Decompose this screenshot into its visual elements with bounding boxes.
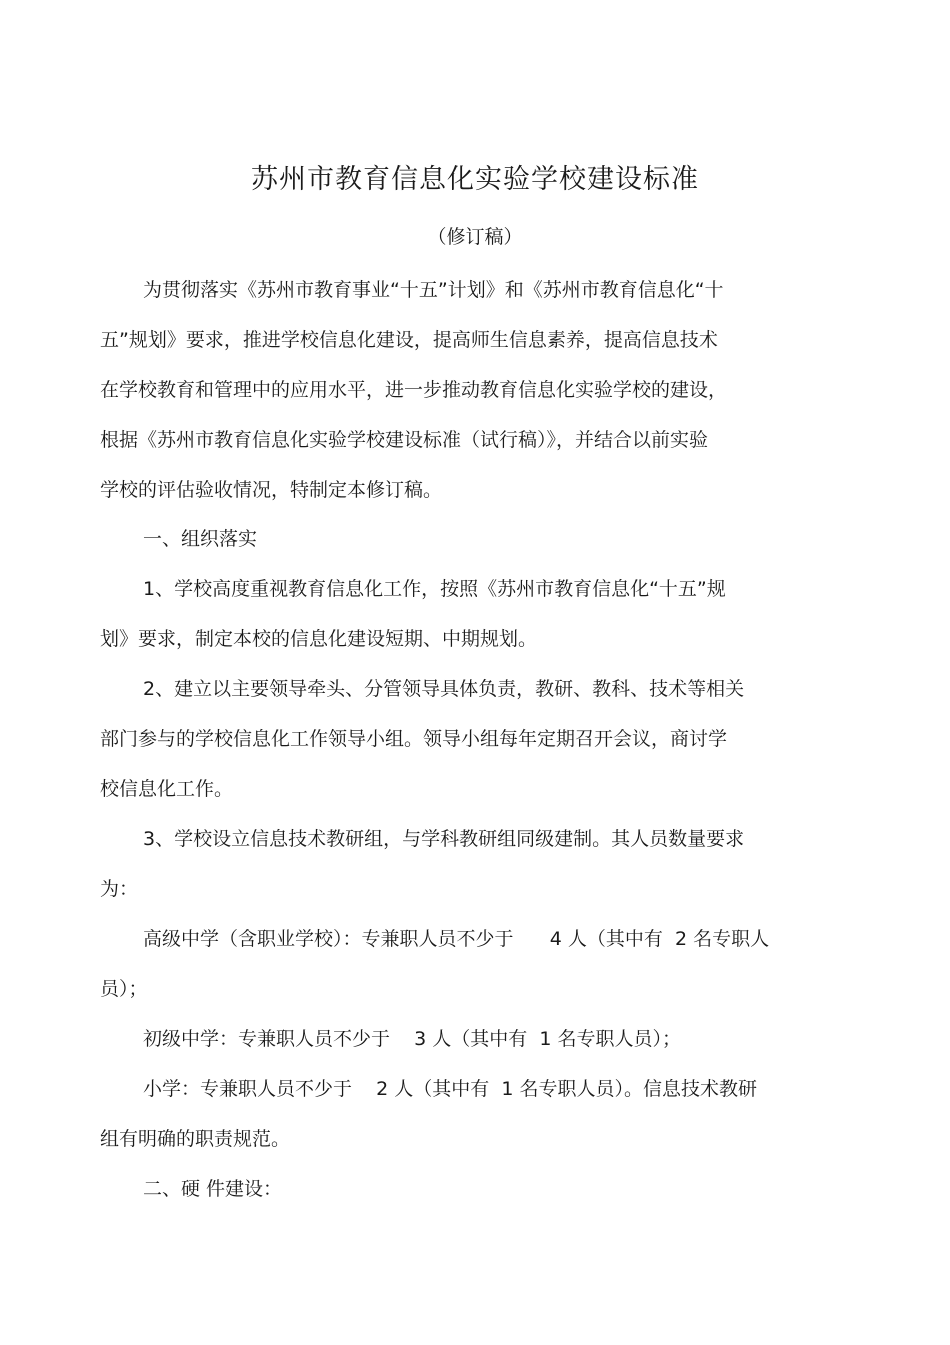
paragraph-line: 员）； [100,978,148,1000]
paragraph-line: 组有明确的职责规范。 [100,1128,291,1150]
document-title: 苏州市教育信息化实验学校建设标准 [251,164,699,195]
paragraph-line: 部门参与的学校信息化工作领导小组。领导小组每年定期召开会议，商讨学 [100,728,728,750]
paragraph-line: 在学校教育和管理中的应用水平，进一步推动教育信息化实验学校的建设， [100,379,728,401]
paragraph-line: 为贯彻落实《苏州市教育事业“十五”计划》和《苏州市教育信息化“十 [143,279,724,301]
section-heading: 一、组织落实 [143,528,258,550]
paragraph-line: 学校的评估验收情况，特制定本修订稿。 [100,479,443,501]
document-subtitle: （修订稿） [427,226,523,248]
paragraph-line: 2、建立以主要领导牵头、分管领导具体负责，教研、教科、技术等相关 [143,678,745,700]
paragraph-line: 小学：专兼职人员不少于 2 人（其中有 1 名专职人员）。信息技术教研 [143,1078,757,1100]
paragraph-line: 校信息化工作。 [100,778,234,800]
paragraph-line: 为： [100,878,139,900]
paragraph-line: 高级中学（含职业学校）：专兼职人员不少于 4 人（其中有 2 名专职人 [143,928,770,950]
paragraph-line: 初级中学：专兼职人员不少于 3 人（其中有 1 名专职人员）； [143,1028,681,1050]
paragraph-line: 根据《苏州市教育信息化实验学校建设标准（试行稿）》，并结合以前实验 [100,429,709,451]
paragraph-line: 五”规划》要求，推进学校信息化建设，提高师生信息素养，提高信息技术 [100,329,718,351]
section-heading: 二、硬 件建设： [143,1178,283,1200]
paragraph-line: 1、学校高度重视教育信息化工作，按照《苏州市教育信息化“十五”规 [143,578,726,600]
paragraph-line: 3、学校设立信息技术教研组，与学科教研组同级建制。其人员数量要求 [143,828,745,850]
paragraph-line: 划》要求，制定本校的信息化建设短期、中期规划。 [100,628,538,650]
